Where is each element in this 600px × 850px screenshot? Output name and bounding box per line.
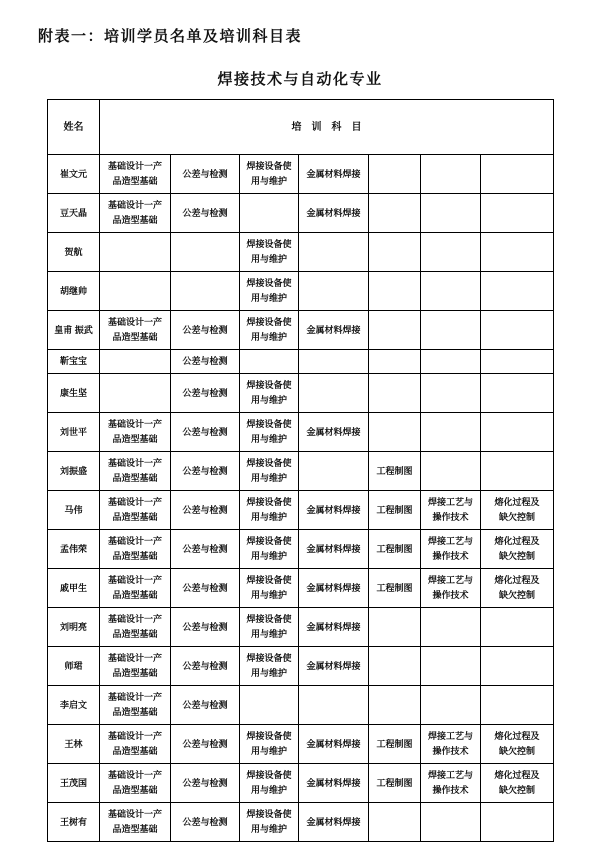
subject-cell: 工程制图 xyxy=(369,764,421,803)
subject-cell: 焊接工艺与操作技术 xyxy=(421,530,481,569)
subject-cell: 基础设计一产品造型基础 xyxy=(100,491,171,530)
student-name-cell: 马伟 xyxy=(48,491,100,530)
subject-cell xyxy=(369,272,421,311)
subject-cell: 焊接工艺与操作技术 xyxy=(421,764,481,803)
subject-cell: 金属材料焊接 xyxy=(299,530,369,569)
subject-cell: 焊接设备使用与维护 xyxy=(240,452,299,491)
subject-cell xyxy=(299,350,369,374)
subject-cell: 基础设计一产品造型基础 xyxy=(100,452,171,491)
subject-cell: 焊接设备使用与维护 xyxy=(240,803,299,842)
subject-cell: 公差与检测 xyxy=(171,155,240,194)
subject-cell xyxy=(240,194,299,233)
subject-cell: 金属材料焊接 xyxy=(299,647,369,686)
student-name-cell: 靳宝宝 xyxy=(48,350,100,374)
subject-cell xyxy=(100,272,171,311)
subject-cell: 熔化过程及缺欠控制 xyxy=(481,764,554,803)
subject-cell xyxy=(171,272,240,311)
subject-cell: 基础设计一产品造型基础 xyxy=(100,686,171,725)
subject-cell: 公差与检测 xyxy=(171,194,240,233)
subject-cell xyxy=(481,311,554,350)
subject-cell xyxy=(299,686,369,725)
student-name-cell: 刘振盛 xyxy=(48,452,100,491)
subject-cell xyxy=(481,803,554,842)
subject-cell: 熔化过程及缺欠控制 xyxy=(481,491,554,530)
subject-cell: 金属材料焊接 xyxy=(299,311,369,350)
subject-cell: 焊接工艺与操作技术 xyxy=(421,725,481,764)
subject-cell xyxy=(240,350,299,374)
page-title: 附表一：培训学员名单及培训科目表 xyxy=(38,28,303,45)
subject-cell: 公差与检测 xyxy=(171,569,240,608)
subject-cell: 公差与检测 xyxy=(171,530,240,569)
subject-cell xyxy=(299,233,369,272)
subject-cell xyxy=(481,647,554,686)
table-row xyxy=(48,311,554,350)
subject-cell xyxy=(421,803,481,842)
subject-cell xyxy=(421,350,481,374)
subject-cell xyxy=(421,311,481,350)
table-row xyxy=(48,155,554,194)
subject-cell: 公差与检测 xyxy=(171,311,240,350)
table-body xyxy=(48,155,554,842)
subject-cell: 金属材料焊接 xyxy=(299,155,369,194)
subject-cell xyxy=(100,350,171,374)
subject-cell: 公差与检测 xyxy=(171,350,240,374)
subject-cell: 焊接设备使用与维护 xyxy=(240,155,299,194)
subject-cell xyxy=(421,452,481,491)
subject-cell xyxy=(171,233,240,272)
subject-cell: 公差与检测 xyxy=(171,686,240,725)
subject-cell xyxy=(481,155,554,194)
training-roster-table xyxy=(47,99,554,842)
subject-cell: 焊接设备使用与维护 xyxy=(240,764,299,803)
table-row xyxy=(48,803,554,842)
table-header-row xyxy=(48,100,554,155)
student-name-cell: 王树有 xyxy=(48,803,100,842)
subject-cell: 金属材料焊接 xyxy=(299,764,369,803)
table-row xyxy=(48,530,554,569)
subject-cell xyxy=(481,194,554,233)
table-row xyxy=(48,374,554,413)
subject-cell: 熔化过程及缺欠控制 xyxy=(481,530,554,569)
student-name-cell: 皇甫 振武 xyxy=(48,311,100,350)
subject-cell: 金属材料焊接 xyxy=(299,803,369,842)
subject-cell xyxy=(421,608,481,647)
table-row xyxy=(48,491,554,530)
subject-cell: 基础设计一产品造型基础 xyxy=(100,647,171,686)
subject-cell xyxy=(100,374,171,413)
subject-cell: 熔化过程及缺欠控制 xyxy=(481,725,554,764)
subject-cell: 焊接设备使用与维护 xyxy=(240,569,299,608)
subject-cell: 金属材料焊接 xyxy=(299,194,369,233)
subject-cell: 公差与检测 xyxy=(171,413,240,452)
subject-cell: 基础设计一产品造型基础 xyxy=(100,569,171,608)
subject-cell: 焊接工艺与操作技术 xyxy=(421,569,481,608)
subject-cell: 焊接设备使用与维护 xyxy=(240,374,299,413)
student-name-cell: 胡继帅 xyxy=(48,272,100,311)
subject-cell: 焊接设备使用与维护 xyxy=(240,647,299,686)
subject-cell xyxy=(421,413,481,452)
subject-cell xyxy=(369,608,421,647)
subject-cell: 焊接设备使用与维护 xyxy=(240,311,299,350)
subject-cell: 金属材料焊接 xyxy=(299,569,369,608)
subject-cell xyxy=(481,233,554,272)
subject-cell xyxy=(369,413,421,452)
table-row xyxy=(48,452,554,491)
table-row xyxy=(48,647,554,686)
subject-cell: 公差与检测 xyxy=(171,803,240,842)
subject-cell: 焊接设备使用与维护 xyxy=(240,491,299,530)
subject-cell: 工程制图 xyxy=(369,569,421,608)
subject-cell: 金属材料焊接 xyxy=(299,725,369,764)
subject-cell: 焊接设备使用与维护 xyxy=(240,272,299,311)
subject-cell: 基础设计一产品造型基础 xyxy=(100,155,171,194)
subject-cell: 焊接设备使用与维护 xyxy=(240,233,299,272)
student-name-cell: 王林 xyxy=(48,725,100,764)
subject-cell xyxy=(421,155,481,194)
student-name-cell: 康生坚 xyxy=(48,374,100,413)
subjects-column-header: 培 训 科 目 xyxy=(100,100,554,155)
subject-cell xyxy=(369,155,421,194)
student-name-cell: 戚甲生 xyxy=(48,569,100,608)
subject-cell: 工程制图 xyxy=(369,725,421,764)
subject-cell xyxy=(481,374,554,413)
student-name-cell: 王茂国 xyxy=(48,764,100,803)
subject-cell: 公差与检测 xyxy=(171,374,240,413)
subject-cell xyxy=(369,233,421,272)
subject-cell: 基础设计一产品造型基础 xyxy=(100,608,171,647)
subject-cell xyxy=(299,374,369,413)
subject-cell: 金属材料焊接 xyxy=(299,608,369,647)
student-name-cell: 刘世平 xyxy=(48,413,100,452)
table-row xyxy=(48,350,554,374)
subject-cell: 基础设计一产品造型基础 xyxy=(100,803,171,842)
subject-cell xyxy=(421,194,481,233)
table-row xyxy=(48,194,554,233)
table-row xyxy=(48,725,554,764)
subject-cell: 焊接工艺与操作技术 xyxy=(421,491,481,530)
subject-cell: 金属材料焊接 xyxy=(299,413,369,452)
subject-cell xyxy=(369,194,421,233)
name-column-header: 姓名 xyxy=(48,100,100,155)
student-name-cell: 贺航 xyxy=(48,233,100,272)
subject-cell: 焊接设备使用与维护 xyxy=(240,725,299,764)
subject-cell xyxy=(421,272,481,311)
subject-cell: 熔化过程及缺欠控制 xyxy=(481,569,554,608)
student-name-cell: 崔文元 xyxy=(48,155,100,194)
subject-cell: 公差与检测 xyxy=(171,491,240,530)
subject-cell xyxy=(481,452,554,491)
subject-cell xyxy=(299,272,369,311)
subject-cell xyxy=(369,647,421,686)
student-name-cell: 师珺 xyxy=(48,647,100,686)
subject-cell xyxy=(421,647,481,686)
student-name-cell: 刘明亮 xyxy=(48,608,100,647)
subject-cell xyxy=(369,311,421,350)
subject-cell xyxy=(481,272,554,311)
subject-cell xyxy=(421,374,481,413)
table-row xyxy=(48,608,554,647)
subject-cell: 工程制图 xyxy=(369,530,421,569)
student-name-cell: 孟伟荣 xyxy=(48,530,100,569)
subject-cell: 公差与检测 xyxy=(171,764,240,803)
subject-cell: 基础设计一产品造型基础 xyxy=(100,311,171,350)
subject-cell xyxy=(481,608,554,647)
student-name-cell: 豆天晶 xyxy=(48,194,100,233)
major-subtitle: 焊接技术与自动化专业 xyxy=(217,71,383,88)
subject-cell: 公差与检测 xyxy=(171,452,240,491)
subject-cell: 工程制图 xyxy=(369,452,421,491)
subject-cell: 公差与检测 xyxy=(171,647,240,686)
subject-cell xyxy=(100,233,171,272)
subject-cell xyxy=(369,686,421,725)
table-row xyxy=(48,764,554,803)
subject-cell: 金属材料焊接 xyxy=(299,491,369,530)
subject-cell: 焊接设备使用与维护 xyxy=(240,530,299,569)
subject-cell xyxy=(481,350,554,374)
subject-cell: 公差与检测 xyxy=(171,725,240,764)
subject-cell: 基础设计一产品造型基础 xyxy=(100,764,171,803)
subject-cell xyxy=(369,374,421,413)
subject-cell xyxy=(421,686,481,725)
table-row xyxy=(48,272,554,311)
student-name-cell: 李启文 xyxy=(48,686,100,725)
subject-cell: 焊接设备使用与维护 xyxy=(240,413,299,452)
subject-cell xyxy=(481,686,554,725)
table-row xyxy=(48,413,554,452)
subject-cell xyxy=(369,350,421,374)
table-row xyxy=(48,233,554,272)
table-row xyxy=(48,569,554,608)
subject-cell xyxy=(481,413,554,452)
subject-cell xyxy=(240,686,299,725)
subject-cell: 基础设计一产品造型基础 xyxy=(100,530,171,569)
table-row xyxy=(48,686,554,725)
subject-cell: 工程制图 xyxy=(369,491,421,530)
subject-cell xyxy=(421,233,481,272)
subject-cell xyxy=(369,803,421,842)
subject-cell xyxy=(299,452,369,491)
subject-cell: 基础设计一产品造型基础 xyxy=(100,413,171,452)
subject-cell: 基础设计一产品造型基础 xyxy=(100,725,171,764)
subject-cell: 公差与检测 xyxy=(171,608,240,647)
subject-cell: 焊接设备使用与维护 xyxy=(240,608,299,647)
subject-cell: 基础设计一产品造型基础 xyxy=(100,194,171,233)
